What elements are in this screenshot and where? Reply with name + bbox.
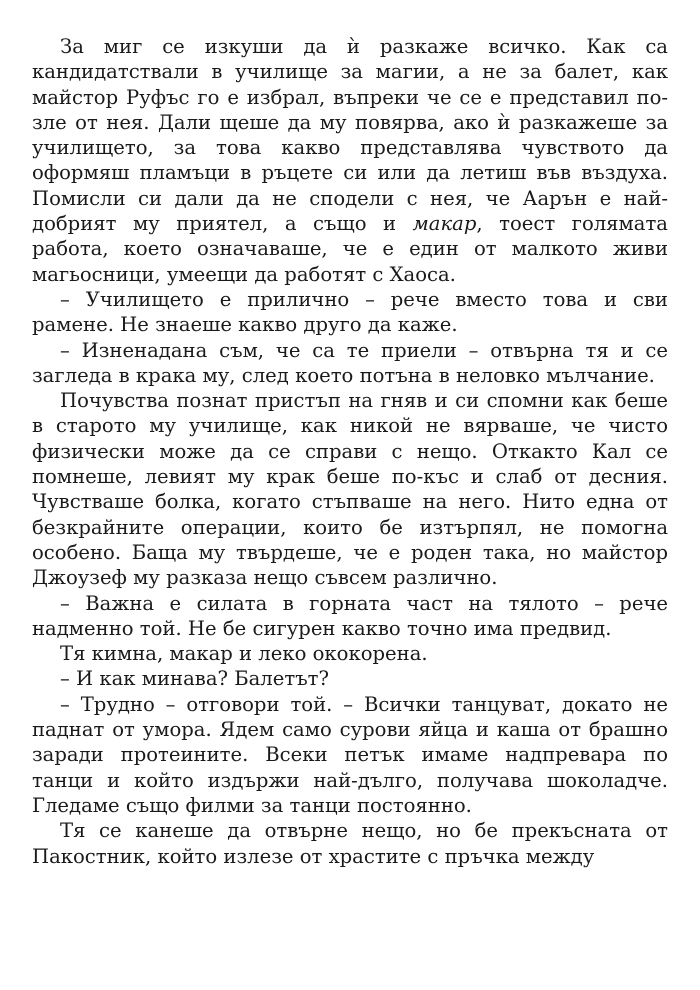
paragraph-1-text-end: , тоест голямата работа, което означаваше, че е един от малкото живи магьосници, умеещи да работят с Хаоса. bbox=[32, 212, 668, 286]
paragraph-6: Тя кимна, макар и леко ококорена. bbox=[60, 642, 428, 666]
paragraph-9: Тя се канеше да отвърне нещо, но бе прекъсната от Пакостник, който излезе от храстите с пръчка между bbox=[32, 819, 668, 868]
paragraph-3: – Изненадана съм, че са те приели – отвърна тя и се загледа в крака му, след което потъна в неловко мълчание. bbox=[32, 338, 668, 387]
paragraph-2: – Училището е прилично – рече вместо това и сви рамене. Не знаеше какво друго да каже. bbox=[32, 287, 668, 337]
paragraph-8: – Трудно – отговори той. – Всички танцуват, докато не паднат от умора. Ядем само сурови яйца и каша от брашно заради протеините. Всеки петък имаме надпревара по танци и който издържи най-дълго, получава шоколадче. Гледаме също филми за танци постоянно. bbox=[32, 692, 668, 817]
paragraph-1-text: За миг се изкуши да ѝ разкаже всичко. Как са кандидатствали в училище за магии, а не за балет, как майстор Руфъс го е избрал, въпреки че се е представил по-зле от нея. Дали щеше да му повярва, ако ѝ разкажеше за училището, за това какво представлява чувството да оформяш пламъци в ръцете си или да летиш във въздуха. Помисли си дали да не сподели с нея, че Аарън е най-добрият му приятел, а също и bbox=[32, 35, 668, 236]
paragraph-4: Почувства познат пристъп на гняв и си спомни как беше в старото му училище, как никой не вярваше, че чисто физически може да се справи с нещо. Откакто Кал се помнеше, левият му крак беше по-къс и слаб от десния. Чувстваше болка, когато стъпваше на него. Нито една от безкрайните операции, които бе изтърпял, не помогна особено. Баща му твърдеше, че е роден така, но майстор Джоузеф му разказа нещо съвсем различно. bbox=[32, 389, 668, 590]
paragraph-1 bbox=[32, 34, 668, 287]
book-page bbox=[32, 34, 668, 869]
paragraph-7: – И как минава? Балетът? bbox=[60, 667, 330, 691]
paragraph-1-emphasis: макар bbox=[412, 212, 477, 236]
paragraph-5: – Важна е силата в горната част на тялото – рече надменно той. Не бе сигурен какво точно има предвид. bbox=[32, 591, 668, 640]
